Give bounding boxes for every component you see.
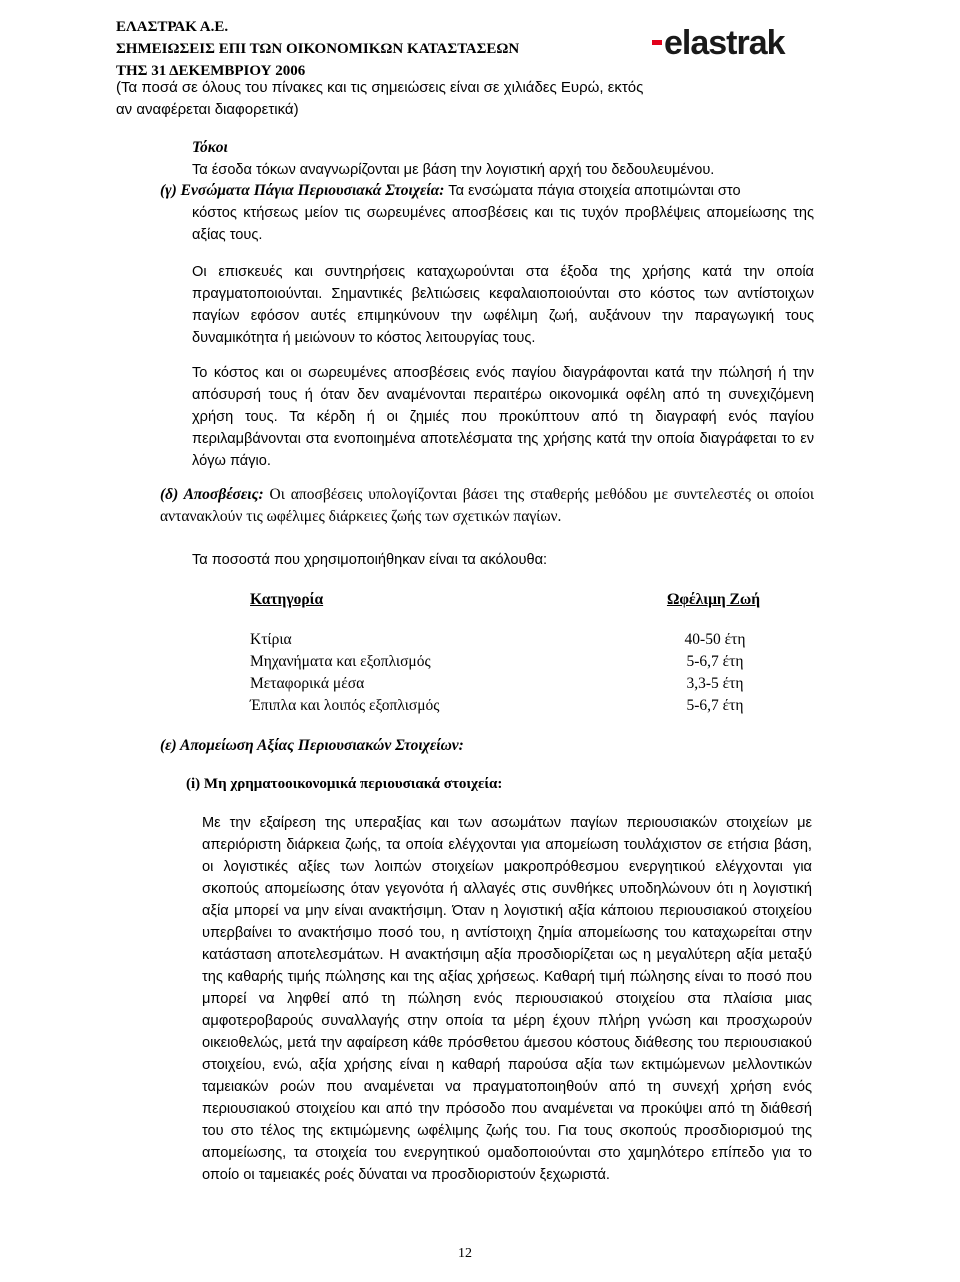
category-cell: Έπιπλα και λοιπός εξοπλισμός <box>250 697 440 714</box>
document-date: ΤΗΣ 31 ΔΕΚΕΜΒΡΙΟΥ 2006 <box>116 63 306 79</box>
page-number: 12 <box>458 1246 472 1261</box>
fixed-assets-text: κόστος κτήσεως μείον τις σωρευμένες αποσβέσεις και τις τυχόν προβλέψεις απομείωσης της αξίας τους. <box>192 205 814 243</box>
impairment-paragraph: Με την εξαίρεση της υπεραξίας και των ασωμάτων παγίων περιουσιακών στοιχείων με απεριόριστη διάρκεια ζωής, τα οποία ελέγχονται για απομείωση τουλάχιστον σε ετήσια βάση, οι λογιστικές αξίες των λοιπών στοιχείων μακροπρόθεσμου ενεργητικού ελέγχονται για σκοπούς απομείωσης όταν γεγονότα ή αλλαγές στις συνθήκες υποδηλώνουν ότι η λογιστική αξία μπορεί να μην είναι ανακτήσιμη. Όταν η λογιστική αξία κάποιου περιουσιακού στοιχείου υπερβαίνει το ανακτήσιμο ποσό του, η αντίστοιχη ζημία απομείωσης του καταχωρείται στην κατάσταση αποτελεσμάτων. Η ανακτήσιμη αξία προσδιορίζεται ως η μεγαλύτερη αξία μεταξύ της καθαρής τιμής πώλησης και της αξίας χρήσεως. Καθαρή τιμή πώλησης είναι το ποσό που μπορεί να ληφθεί από τη πώληση ενός περιουσιακού στοιχείου στα πλαίσια μιας αμφοτεροβαρούς συναλλαγής στην οποία τα μέρη έχουν πλήρη γνώση και προσχωρούν οικειοθελώς, μετά την αφαίρεση κάθε πρόσθετου άμεσου κόστους διάθεσης του περιουσιακού στοιχείου, ενώ, αξία χρήσης είναι η καθαρή παρούσα αξία των εκτιμώμενων μελλοντικών ταμειακών ροών που αναμένεται να πραγματοποιηθούν από τη συνεχή χρήση ενός περιουσιακού στοιχείου και από την πρόσοδο που αναμένεται να προκύψει από τη διάθεσή του στο τέλος της εκτιμώμενης ωφέλιμης ζωής του. Για τους σκοπούς προσδιορισμού της απομείωσης, τα στοιχεία του ενεργητικού ομαδοποιούνται στο χαμηλότερο επίπεδο για το οποίο οι ταμειακές ροές δύναται να προσδιοριστούν ξεχωριστά. <box>202 815 812 1183</box>
useful-life-table <box>250 589 760 717</box>
useful-life-cell: 3,3-5 έτη <box>686 675 744 692</box>
category-cell: Μηχανήματα και εξοπλισμός <box>250 653 431 670</box>
table-header <box>250 589 760 611</box>
useful-life-cell: 5-6,7 έτη <box>686 653 744 670</box>
table-row <box>250 629 760 651</box>
impairment-heading: (ε) Απομείωση Αξίας Περιουσιακών Στοιχείων: <box>160 737 464 754</box>
depreciation-text: Οι αποσβέσεις υπολογίζονται βάσει της σταθερής μεθόδου με συντελεστές οι οποίοι αντανακλούν τις ωφέλιμες διάρκειες ζωής των σχετικών παγίων. <box>160 486 814 525</box>
company-name: ΕΛΑΣΤΡΑΚ Α.Ε. <box>116 19 229 35</box>
logo-dash <box>652 40 662 45</box>
table-row <box>250 651 760 673</box>
interest-text: Τα έσοδα τόκων αναγνωρίζονται με βάση την λογιστική αρχή του δεδουλευμένου. <box>192 162 715 178</box>
fixed-assets-lead: Τα ενσώματα πάγια στοιχεία αποτιμώνται στο <box>448 183 741 199</box>
disposal-paragraph: Το κόστος και οι σωρευμένες αποσβέσεις ενός παγίου διαγράφονται κατά την πώλησή ή την απόσυρσή τους ή όταν δεν αναμένονται περαιτέρω οικονομικά οφέλη από τη συνεχιζόμενη χρήση τους. Τα κέρδη ή οι ζημιές που προκύπτουν από τη διαγραφή ενός παγίου περιλαμβάνονται στα ενοποιημένα αποτελέσματα της χρήσης κατά την οποία διαγράφεται το εν λόγω πάγιο. <box>192 365 814 469</box>
column-header-category: Κατηγορία <box>250 591 324 608</box>
table-row <box>250 673 760 695</box>
currency-note: (Τα ποσά σε όλους του πίνακες και τις σημειώσεις είναι σε χιλιάδες Ευρώ, εκτός αν αναφέρεται διαφορετικά) <box>116 79 644 118</box>
repairs-paragraph: Οι επισκευές και συντηρήσεις καταχωρούνται στα έξοδα της χρήσης κατά την οποία πραγματοποιούνται. Σημαντικές βελτιώσεις κεφαλαιοποιούνται στο κόστος των αντίστοιχων παγίων εφόσον αυτές επιμηκύνουν την ωφέλιμη ζωή, αυξάνουν την παραγωγική τους δυναμικότητα ή μειώνουν το κόστος λειτουργίας τους. <box>192 264 814 346</box>
category-cell: Κτίρια <box>250 631 292 648</box>
category-cell: Μεταφορικά μέσα <box>250 675 365 692</box>
column-header-useful-life: Ωφέλιμη Ζωή <box>666 591 760 608</box>
useful-life-cell: 40-50 έτη <box>684 631 746 648</box>
rates-intro: Τα ποσοστά που χρησιμοποιήθηκαν είναι τα ακόλουθα: <box>192 552 548 568</box>
useful-life-cell: 5-6,7 έτη <box>686 697 744 714</box>
depreciation-paragraph <box>160 484 814 528</box>
interest-heading: Τόκοι <box>192 139 228 156</box>
document-title: ΣΗΜΕΙΩΣΕΙΣ ΕΠΙ ΤΩΝ ΟΙΚΟΝΟΜΙΚΩΝ ΚΑΤΑΣΤΑΣΕΩΝ <box>116 41 520 57</box>
non-financial-assets-heading: (i) Μη χρηματοοικονομικά περιουσιακά στοιχεία: <box>186 776 503 792</box>
fixed-assets-heading: (γ) Ενσώματα Πάγια Περιουσιακά Στοιχεία: <box>160 182 445 199</box>
elastrak-logo <box>650 22 800 62</box>
logo-text: elastrak <box>664 24 785 62</box>
depreciation-heading: (δ) Αποσβέσεις: <box>160 486 264 503</box>
table-row <box>250 695 760 717</box>
fixed-assets-first-line <box>160 180 814 202</box>
